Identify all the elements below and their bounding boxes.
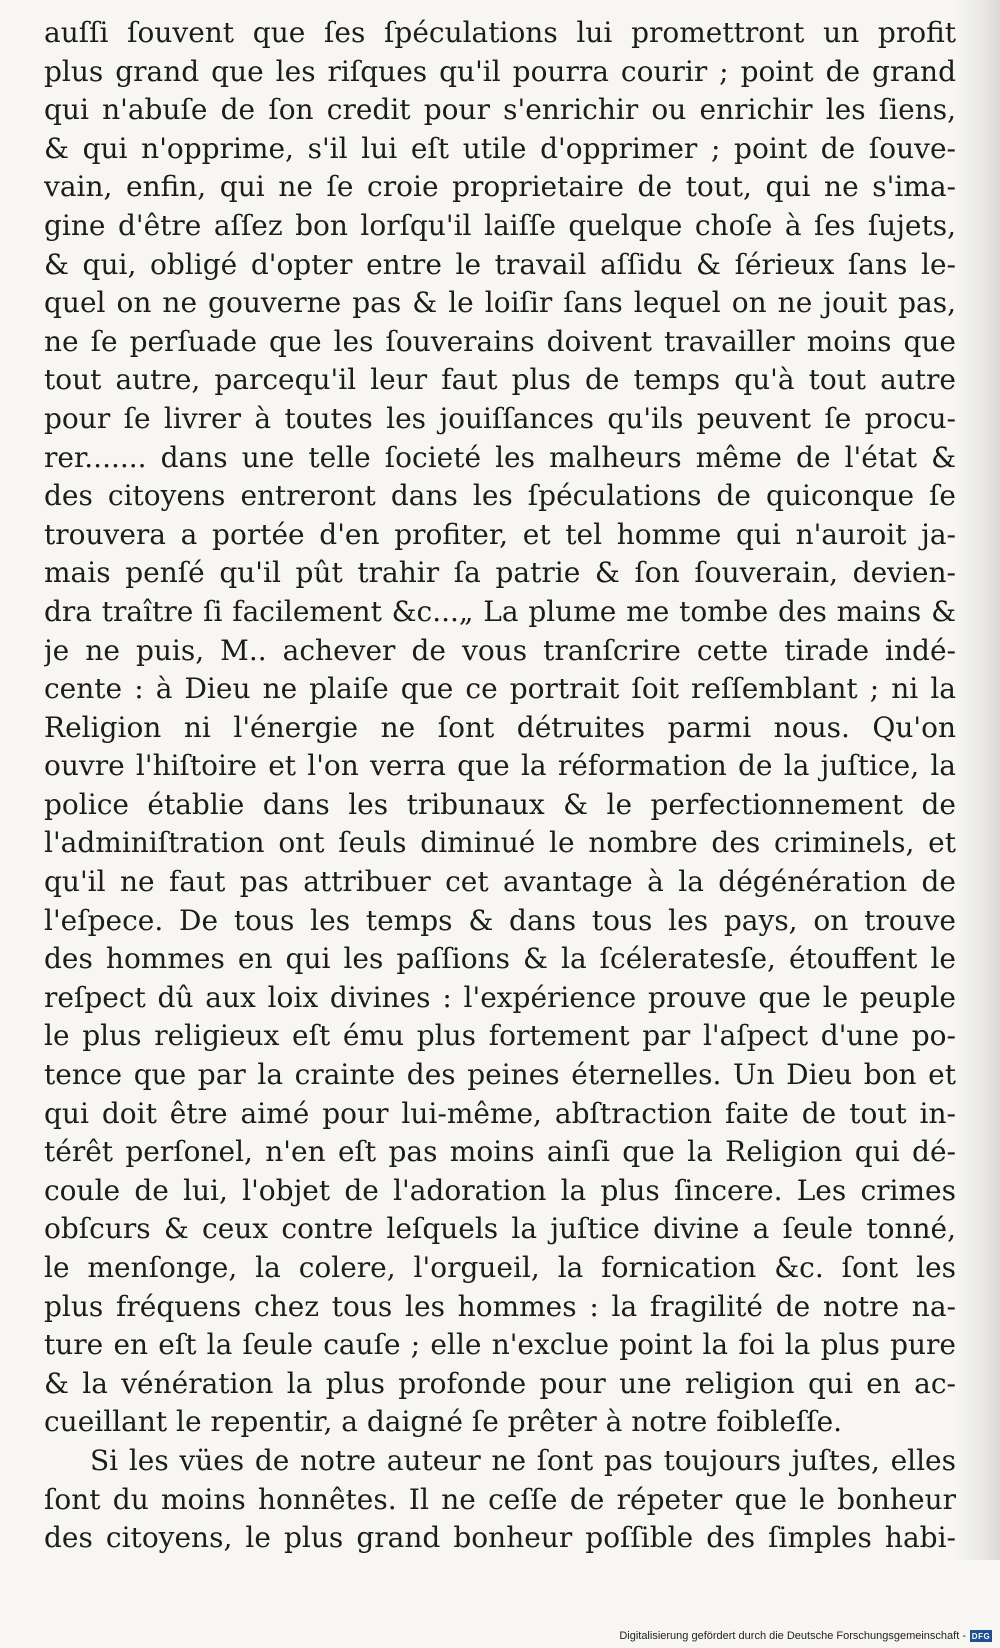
text-line: rer....... dans une telle ſocieté les malheurs même de l'état &	[44, 440, 956, 474]
text-line: obſcurs & ceux contre leſquels la juſtice divine a ſeule tonné,	[44, 1212, 956, 1246]
text-line: qui doit être aimé pour lui-même, abſtraction faite de tout in-	[44, 1096, 956, 1130]
text-line: des citoyens, le plus grand bonheur poſſible des ſimples habi-	[44, 1521, 956, 1555]
text-line: ne ſe perſuade que les ſouverains doivent travailler moins que	[44, 324, 956, 358]
text-line: Si les vües de notre auteur ne ſont pas toujours juſtes, elles	[90, 1443, 956, 1477]
text-line: plus grand que les riſques qu'il pourra courir ; point de grand	[44, 54, 956, 88]
text-line: cueillant le repentir, a daigné ſe prêter à notre foibleſſe.	[44, 1405, 843, 1439]
text-line: le menſonge, la colere, l'orgueil, la fornication &c. ſont les	[44, 1251, 956, 1284]
text-line: qui n'abuſe de ſon credit pour s'enrichir ou enrichir les ſiens,	[44, 93, 956, 127]
dfg-logo-icon: DFG	[971, 1631, 991, 1641]
text-line: plus fréquens chez tous les hommes : la fragilité de notre na-	[44, 1289, 956, 1323]
text-line: gine d'être aſſez bon lorſqu'il laiſſe quelque choſe à ſes ſujets,	[44, 208, 956, 242]
page-gutter-shadow	[956, 0, 1000, 1560]
text-line: & qui, obligé d'opter entre le travail aſſidu & ſérieux ſans le-	[44, 247, 956, 281]
text-line: pour ſe livrer à toutes les jouiſſances qu'ils peuvent ſe procu-	[44, 401, 956, 435]
text-line: le plus religieux eſt ému plus fortement par l'aſpect d'une po-	[44, 1019, 956, 1053]
text-line: ture en eſt la ſeule cauſe ; elle n'exclue point la foi la plus pure	[44, 1328, 956, 1362]
text-line: & qui n'opprime, s'il lui eſt utile d'opprimer ; point de ſouve-	[44, 131, 956, 165]
text-line: mais penſé qu'il pût trahir ſa patrie & ſon ſouverain, devien-	[44, 556, 956, 590]
text-line: ouvre l'hiſtoire et l'on verra que la réformation de la juſtice, la	[44, 749, 956, 783]
text-line: l'adminiſtration ont ſeuls diminué le nombre des criminels, et	[44, 826, 956, 860]
text-line: & la vénération la plus profonde pour une religion qui en ac-	[44, 1366, 956, 1400]
text-line: police établie dans les tribunaux & le perfectionnement de	[44, 787, 956, 821]
text-line: coule de lui, l'objet de l'adoration la plus ſincere. Les crimes	[44, 1173, 956, 1207]
text-line: dra traître ſi facilement &c...„ La plume me tombe des mains &	[44, 594, 956, 628]
text-line: l'eſpece. De tous les temps & dans tous les pays, on trouve	[44, 903, 956, 937]
text-line: qu'il ne faut pas attribuer cet avantage à la dégénération de	[44, 865, 956, 899]
text-line: vain, enfin, qui ne ſe croie proprietaire de tout, qui ne s'ima-	[44, 170, 956, 204]
text-line: reſpect dû aux loix divines : l'expérience prouve que le peuple	[44, 980, 956, 1014]
text-line: je ne puis, M.. achever de vous tranſcrire cette tirade indé-	[44, 633, 956, 667]
text-line: tout autre, parcequ'il leur faut plus de temps qu'à tout autre	[44, 363, 956, 397]
body-text	[44, 14, 956, 1558]
text-line: quel on ne gouverne pas & le loiſir ſans lequel on ne jouit pas,	[44, 286, 956, 320]
text-line: trouvera a portée d'en profiter, et tel homme qui n'auroit ja-	[44, 517, 956, 551]
text-line: térêt perſonel, n'en eſt pas moins ainſi que la Religion qui dé-	[44, 1135, 956, 1169]
footer-credit-text: Digitalisierung gefördert durch die Deutsche Forschungsgemeinschaft -	[619, 1630, 966, 1642]
text-line: cente : à Dieu ne plaiſe que ce portrait ſoit reſſemblant ; ni la	[44, 672, 956, 706]
text-line: auſſi ſouvent que ſes ſpéculations lui promettront un profit	[44, 16, 956, 49]
text-line: des hommes en qui les paſſions & la ſcéleratesſe, étouffent le	[44, 942, 956, 976]
text-line: Religion ni l'énergie ne ſont détruites parmi nous. Qu'on	[44, 710, 956, 744]
text-line: tence que par la crainte des peines éternelles. Un Dieu bon et	[44, 1058, 956, 1092]
text-line: ſont du moins honnêtes. Il ne ceſſe de répeter que le bonheur	[44, 1482, 956, 1516]
text-line: des citoyens entreront dans les ſpéculations de quiconque ſe	[44, 479, 956, 513]
digitization-footer	[619, 1630, 992, 1642]
